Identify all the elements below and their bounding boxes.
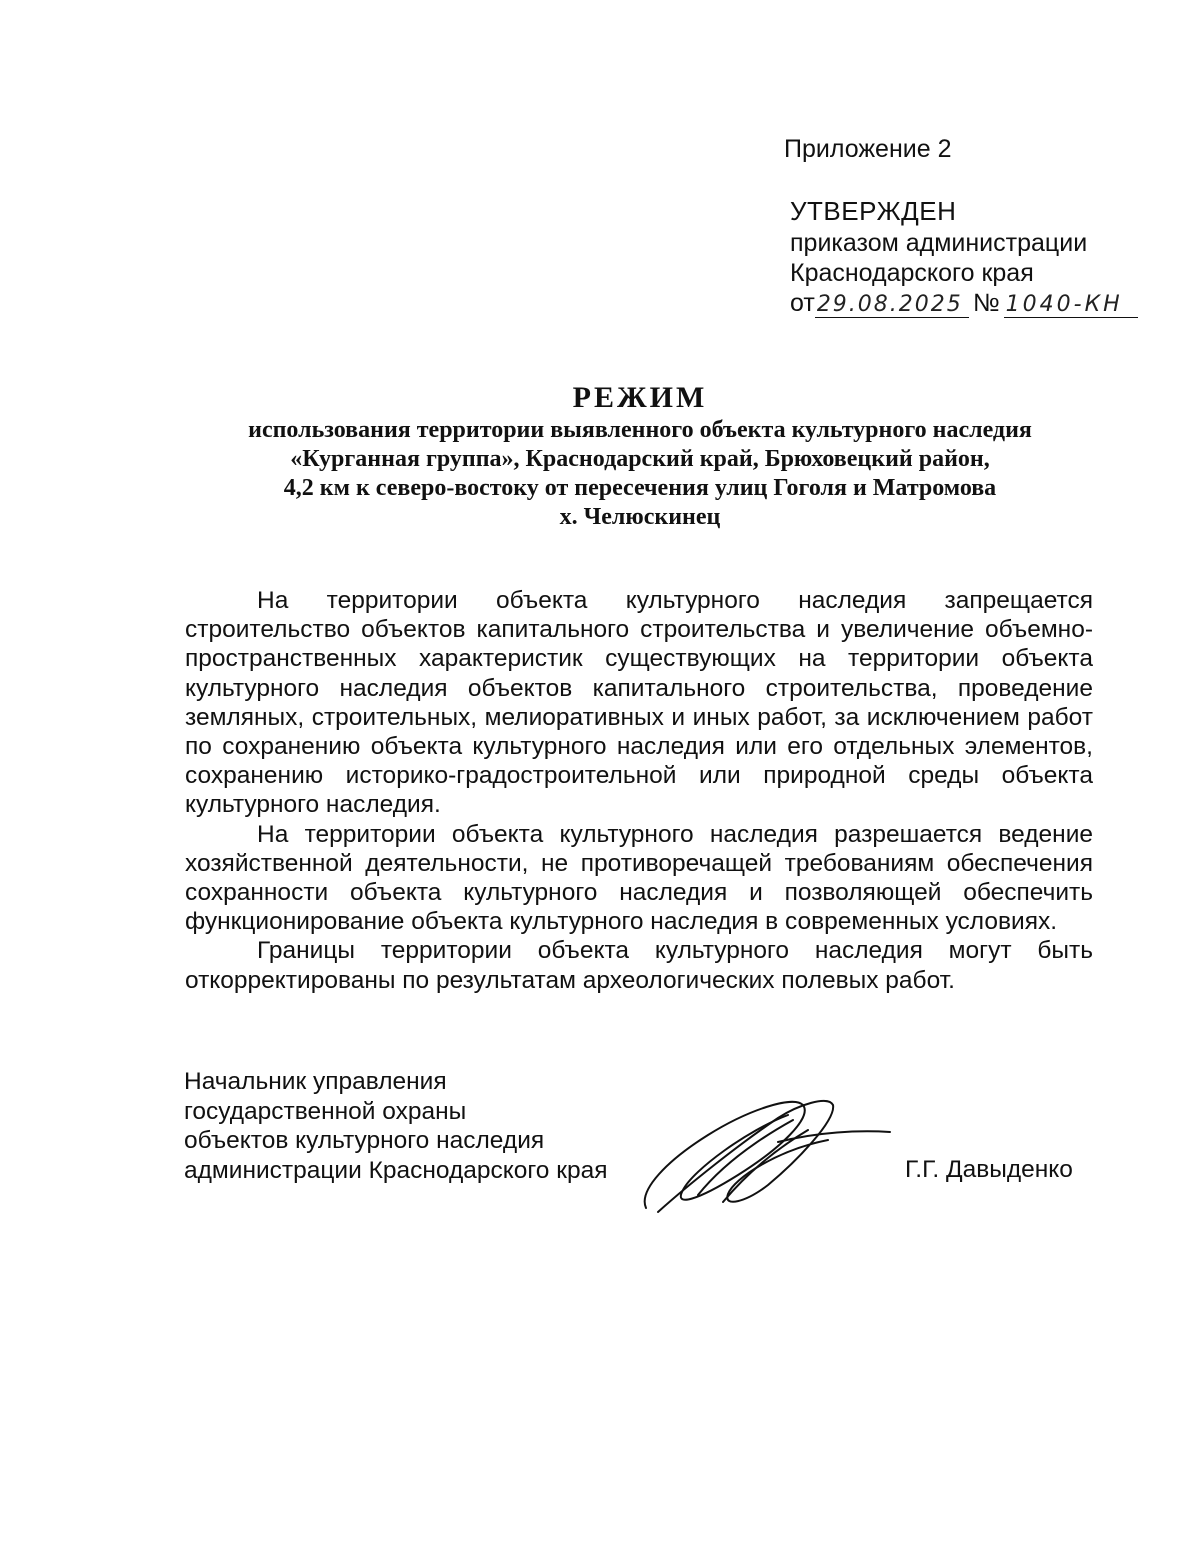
appendix-label: Приложение 2 bbox=[784, 135, 952, 163]
order-date: 29.08.2025 bbox=[815, 293, 969, 318]
paragraph: На территории объекта культурного наследия запрещается строительство объектов капитального строительства и увеличение объемно-пространственных характеристик существующих на территории объекта культурного наследия объектов капитального строительства, проведение земляных, строительных, мелиоративных и иных работ, за исключением работ по сохранению объекта культурного наследия или его отдельных элементов, сохранению историко-градостроительной или природной среды объекта культурного наследия. bbox=[185, 587, 1093, 819]
approval-stamp: УТВЕРЖДЕН bbox=[790, 196, 957, 226]
date-prefix: от bbox=[790, 289, 815, 317]
approval-block bbox=[790, 196, 1138, 318]
signer-title-line: государственной охраны bbox=[184, 1097, 467, 1125]
signer-title-line: Начальник управления bbox=[184, 1068, 447, 1095]
signer-title-line: администрации Краснодарского края bbox=[184, 1156, 608, 1184]
signer-title bbox=[184, 1067, 607, 1185]
subtitle-line: 4,2 км к северо-востоку от пересечения улиц Гоголя и Матромова bbox=[283, 475, 997, 501]
paragraph: На территории объекта культурного наследия разрешается ведение хозяйственной деятельности, не противоречащей требованиям обеспечения сохранности объекта культурного наследия и позволяющей обеспечить функционирование объекта культурного наследия в современных условиях. bbox=[185, 820, 1093, 936]
document-body bbox=[185, 586, 1093, 995]
approval-line-1: приказом администрации bbox=[790, 229, 1088, 257]
signer-title-line: объектов культурного наследия bbox=[184, 1127, 545, 1154]
document-title: РЕЖИМ bbox=[572, 381, 708, 414]
signer-name: Г.Г. Давыденко bbox=[905, 1156, 1073, 1183]
order-number: 1040-КН bbox=[1004, 293, 1138, 318]
paragraph: Границы территории объекта культурного наследия могут быть откорректированы по результатам археологических полевых работ. bbox=[185, 937, 1093, 994]
approval-line-2: Краснодарского края bbox=[790, 259, 1034, 287]
signature-icon bbox=[628, 1090, 898, 1225]
number-prefix: № bbox=[972, 289, 1000, 317]
subtitle-line: х. Челюскинец bbox=[559, 504, 721, 530]
order-line bbox=[790, 288, 1138, 318]
subtitle-line: «Курганная группа», Краснодарский край, Брюховецкий район, bbox=[290, 446, 990, 472]
subtitle-line: использования территории выявленного объекта культурного наследия bbox=[248, 417, 1032, 443]
document-heading bbox=[150, 380, 1130, 532]
